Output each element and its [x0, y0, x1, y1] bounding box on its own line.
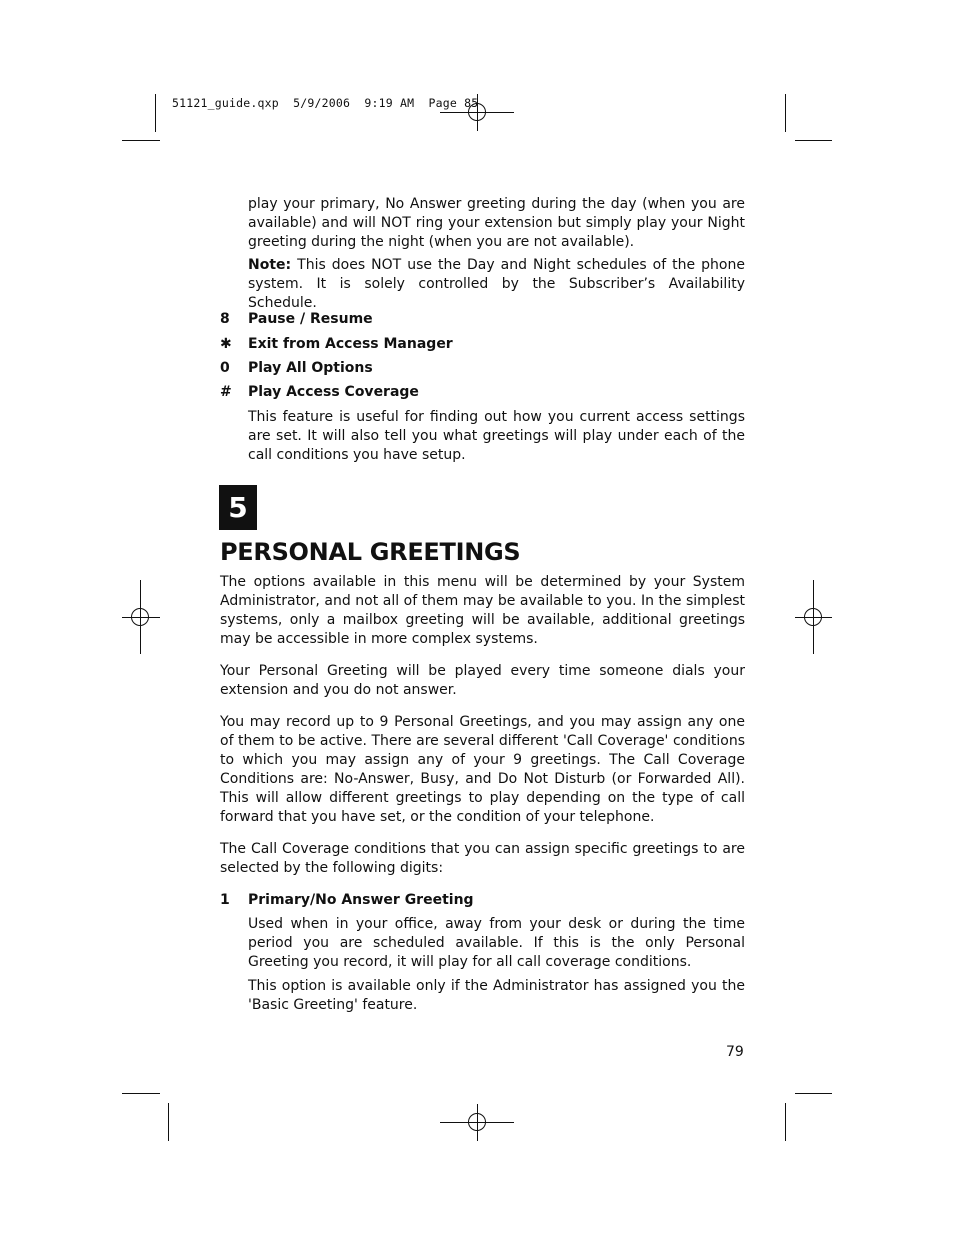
registration-circle: [804, 608, 822, 626]
note-paragraph: [248, 256, 745, 313]
digit-description: Used when in your office, away from your desk or during the time period you are scheduled available. If this is the only Personal Greeting you record, it will play for all call coverage conditions.: [248, 916, 745, 970]
note-text: This does NOT use the Day and Night schedules of the phone system. It is solely controlled by the Subscriber’s Availability Schedule.: [248, 257, 745, 311]
option-label: Pause / Resume: [248, 311, 373, 327]
body-paragraph: Your Personal Greeting will be played every time someone dials your extension and you do not answer.: [220, 663, 745, 698]
crop-mark: [795, 140, 832, 141]
digit-key: 1: [220, 892, 230, 908]
crop-mark: [795, 1093, 832, 1094]
digit-label: Primary/No Answer Greeting: [248, 892, 474, 908]
crop-mark: [785, 94, 786, 132]
option-key: ✱: [220, 336, 232, 352]
option-key: 8: [220, 311, 230, 327]
body-paragraph: The options available in this menu will be determined by your System Administrator, and not all of them may be available to you. In the simplest systems, only a mailbox greeting will be available, additional greetings may be accessible in more complex systems.: [220, 574, 745, 647]
body-paragraph: You may record up to 9 Personal Greetings, and you may assign any one of them to be active. There are several different 'Call Coverage' conditions to which you may assign any of your 9 greetings. The Call Coverage Conditions are: No-Answer, Busy, and Do Not Disturb (or Forwarded All). This will allow different greetings to play depending on the type of call forward that you have set, or the condition of your telephone.: [220, 714, 745, 825]
crop-mark: [122, 140, 160, 141]
option-key: #: [220, 384, 232, 400]
note-label: Note:: [248, 257, 292, 273]
registration-circle: [468, 1113, 486, 1131]
crop-mark: [785, 1103, 786, 1141]
option-key: 0: [220, 360, 230, 376]
crop-mark: [168, 1103, 169, 1141]
chapter-number-badge: 5: [219, 485, 257, 530]
coverage-description: This feature is useful for finding out how you current access settings are set. It will also tell you what greetings will play under each of the call conditions you have setup.: [248, 409, 745, 463]
section-title: PERSONAL GREETINGS: [220, 538, 521, 566]
option-label: Play Access Coverage: [248, 384, 419, 400]
registration-circle: [131, 608, 149, 626]
crop-mark: [155, 94, 156, 132]
digit-description: This option is available only if the Administrator has assigned you the 'Basic Greeting' feature.: [248, 978, 745, 1013]
option-label: Exit from Access Manager: [248, 336, 453, 352]
body-paragraph: The Call Coverage conditions that you can assign specific greetings to are selected by the following digits:: [220, 841, 745, 876]
print-slug: 51121_guide.qxp 5/9/2006 9:19 AM Page 85: [172, 96, 479, 110]
option-label: Play All Options: [248, 360, 373, 376]
crop-mark: [122, 1093, 160, 1094]
page-number: 79: [726, 1044, 744, 1060]
continued-paragraph: play your primary, No Answer greeting during the day (when you are available) and will NOT ring your extension but simply play your Night greeting during the night (when you are not available).: [248, 196, 745, 250]
